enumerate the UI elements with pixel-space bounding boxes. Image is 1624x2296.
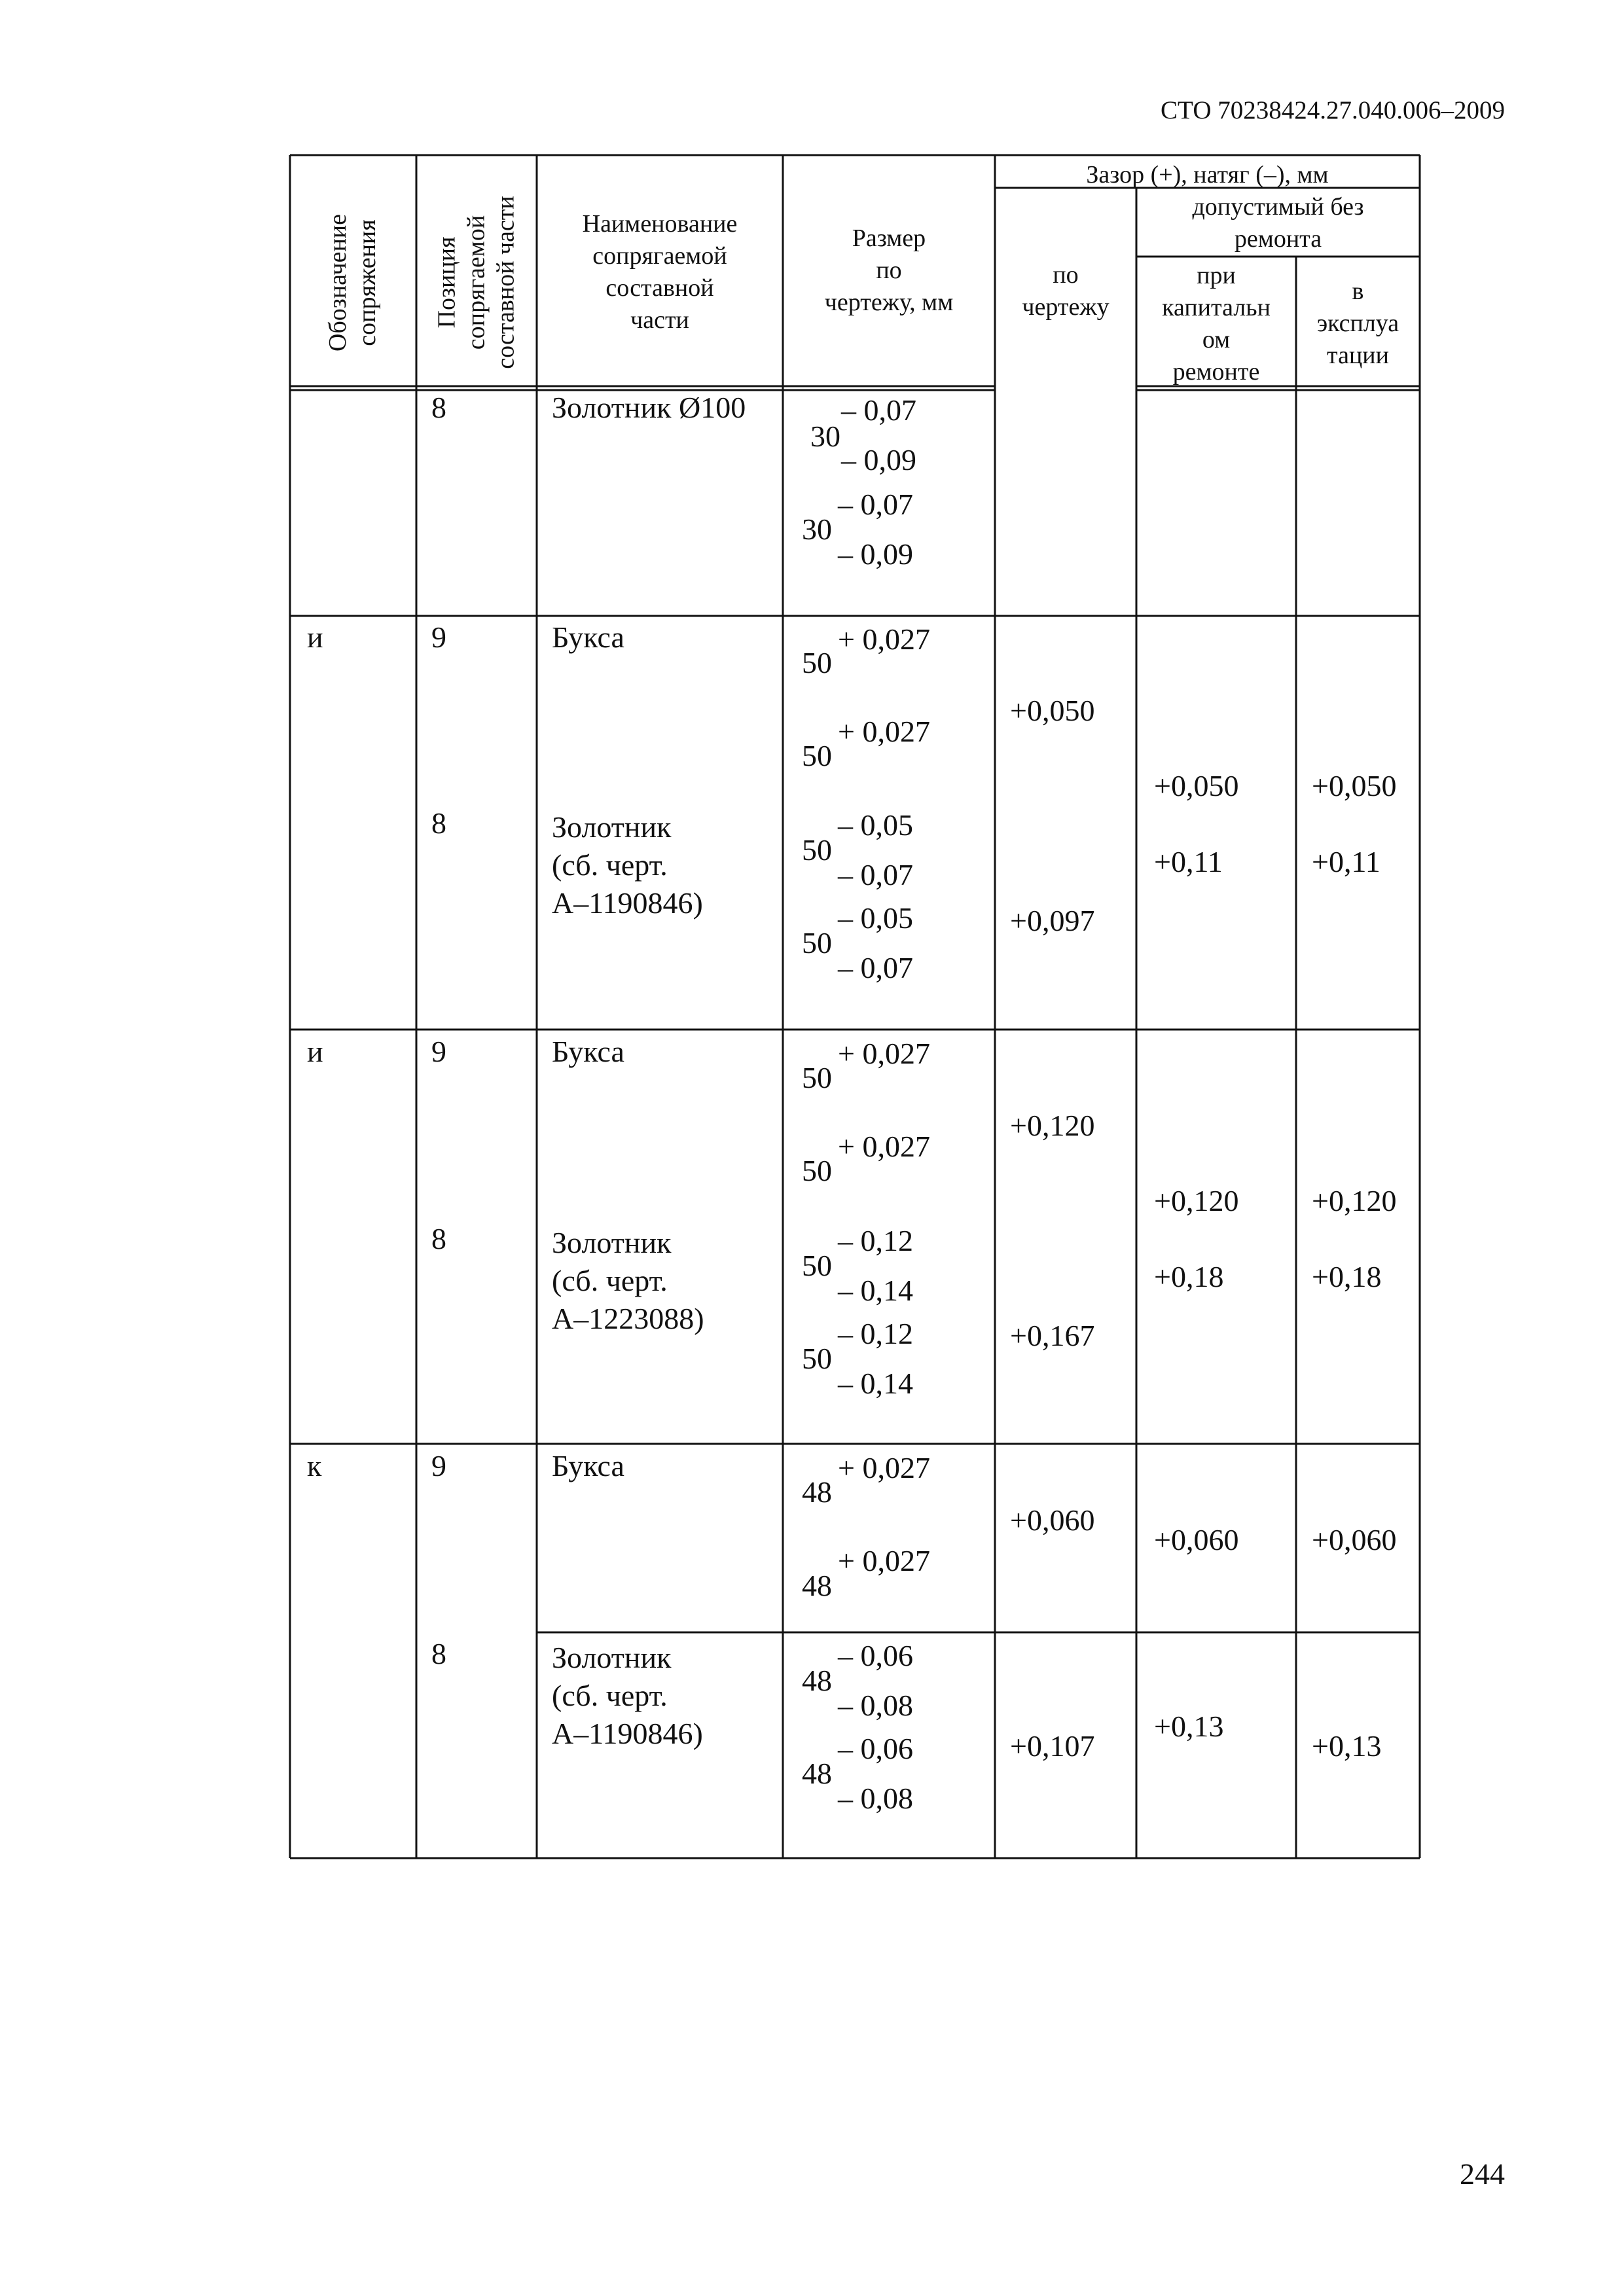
row3-operation-b: +0,13 bbox=[1312, 1729, 1382, 1763]
row2-operation-min: +0,120 bbox=[1312, 1184, 1397, 1217]
row3-dim-b2-upper: – 0,06 bbox=[838, 1732, 913, 1765]
row1-operation-max: +0,11 bbox=[1312, 845, 1380, 878]
row0-dim1-base: 30 bbox=[810, 420, 840, 453]
row3-name-b: Золотник (сб. черт. А–1190846) bbox=[552, 1641, 703, 1750]
row3-designation: к bbox=[307, 1449, 322, 1482]
row0-dim2-base: 30 bbox=[802, 512, 832, 546]
row3-name-a: Букса bbox=[552, 1449, 624, 1482]
row1-position-b: 8 bbox=[431, 806, 446, 840]
header-clearance: Зазор (+), натяг (–), мм bbox=[1086, 161, 1329, 188]
row1-capital-max: +0,11 bbox=[1154, 845, 1223, 878]
row2-drawing-min: +0,120 bbox=[1010, 1109, 1095, 1142]
row3-dim-a2-upper: + 0,027 bbox=[838, 1544, 930, 1577]
row0-dim1-lower: – 0,09 bbox=[841, 443, 916, 476]
row3-dim-a1-base: 48 bbox=[802, 1475, 832, 1509]
row0-dim1-upper: – 0,07 bbox=[841, 393, 916, 427]
row2-designation: и bbox=[307, 1035, 323, 1068]
row1-name-a: Букса bbox=[552, 620, 624, 654]
header-position: Позиция сопрягаемой составной части bbox=[433, 196, 520, 369]
row1-drawing-min: +0,050 bbox=[1010, 694, 1095, 727]
header-designation: Обозначение сопряжения bbox=[324, 214, 381, 351]
row1-dim-a1-upper: + 0,027 bbox=[838, 622, 930, 656]
row1-dim-a2-base: 50 bbox=[802, 739, 832, 772]
page-number: 244 bbox=[1460, 2157, 1505, 2191]
row1-dim-a2-upper: + 0,027 bbox=[838, 715, 930, 748]
row3-dim-a1-upper: + 0,027 bbox=[838, 1451, 930, 1484]
row2-dim-b1-lower: – 0,14 bbox=[838, 1274, 913, 1307]
row3-capital-b: +0,13 bbox=[1154, 1710, 1224, 1743]
row1-drawing-max: +0,097 bbox=[1010, 904, 1095, 937]
row3-capital-a: +0,060 bbox=[1154, 1523, 1239, 1556]
row2-dim-a1-upper: + 0,027 bbox=[838, 1037, 930, 1070]
row3-position-a: 9 bbox=[431, 1449, 446, 1482]
row3-dim-b1-upper: – 0,06 bbox=[838, 1639, 913, 1672]
row2-dim-a2-base: 50 bbox=[802, 1154, 832, 1187]
header-by-drawing: по чертежу bbox=[1022, 261, 1110, 321]
row1-dim-b2-base: 50 bbox=[802, 926, 832, 960]
row3-operation-a: +0,060 bbox=[1312, 1523, 1397, 1556]
row2-dim-b2-lower: – 0,14 bbox=[838, 1367, 913, 1400]
header-name: Наименование сопрягаемой составной части bbox=[582, 210, 738, 334]
row3-dim-b1-base: 48 bbox=[802, 1664, 832, 1697]
row1-dim-b1-lower: – 0,07 bbox=[838, 858, 913, 891]
row0-name: Золотник Ø100 bbox=[552, 391, 746, 424]
row2-dim-b2-upper: – 0,12 bbox=[838, 1317, 913, 1350]
header-in-operation: в эксплуа тации bbox=[1316, 278, 1399, 369]
row1-dim-b1-base: 50 bbox=[802, 833, 832, 867]
row3-position-b: 8 bbox=[431, 1637, 446, 1670]
row1-name-b: Золотник (сб. черт. А–1190846) bbox=[552, 810, 703, 920]
header-capital-repair: при капитальн ом ремонте bbox=[1162, 262, 1271, 386]
row2-dim-b1-upper: – 0,12 bbox=[838, 1224, 913, 1257]
row2-drawing-max: +0,167 bbox=[1010, 1319, 1095, 1352]
row2-dim-b1-base: 50 bbox=[802, 1249, 832, 1282]
row0-dim2-lower: – 0,09 bbox=[838, 537, 913, 571]
header-size: Размер по чертежу, мм bbox=[824, 224, 954, 316]
row3-drawing-b: +0,107 bbox=[1010, 1729, 1095, 1763]
row2-capital-max: +0,18 bbox=[1154, 1260, 1224, 1293]
row3-dim-b2-base: 48 bbox=[802, 1757, 832, 1790]
row1-dim-b2-upper: – 0,05 bbox=[838, 901, 913, 935]
row2-name-b: Золотник (сб. черт. А–1223088) bbox=[552, 1226, 704, 1335]
row2-position-b: 8 bbox=[431, 1222, 446, 1255]
row0-dim2-upper: – 0,07 bbox=[838, 488, 913, 521]
row3-drawing-a: +0,060 bbox=[1010, 1503, 1095, 1537]
row2-name-a: Букса bbox=[552, 1035, 624, 1068]
row2-dim-a2-upper: + 0,027 bbox=[838, 1130, 930, 1163]
row2-dim-b2-base: 50 bbox=[802, 1342, 832, 1375]
row3-dim-a2-base: 48 bbox=[802, 1569, 832, 1602]
row1-dim-b2-lower: – 0,07 bbox=[838, 951, 913, 984]
row1-dim-b1-upper: – 0,05 bbox=[838, 808, 913, 842]
header-allowable: допустимый без ремонта bbox=[1192, 193, 1364, 253]
row3-dim-b2-lower: – 0,08 bbox=[838, 1782, 913, 1815]
row1-dim-a1-base: 50 bbox=[802, 646, 832, 679]
row3-dim-b1-lower: – 0,08 bbox=[838, 1689, 913, 1722]
row1-designation: и bbox=[307, 620, 323, 654]
row0-position: 8 bbox=[431, 391, 446, 424]
row2-position-a: 9 bbox=[431, 1035, 446, 1068]
row2-capital-min: +0,120 bbox=[1154, 1184, 1239, 1217]
row2-dim-a1-base: 50 bbox=[802, 1061, 832, 1094]
row1-capital-min: +0,050 bbox=[1154, 769, 1239, 802]
row1-operation-min: +0,050 bbox=[1312, 769, 1397, 802]
row2-operation-max: +0,18 bbox=[1312, 1260, 1382, 1293]
row1-position-a: 9 bbox=[431, 620, 446, 654]
document-code: СТО 70238424.27.040.006–2009 bbox=[1161, 96, 1505, 124]
